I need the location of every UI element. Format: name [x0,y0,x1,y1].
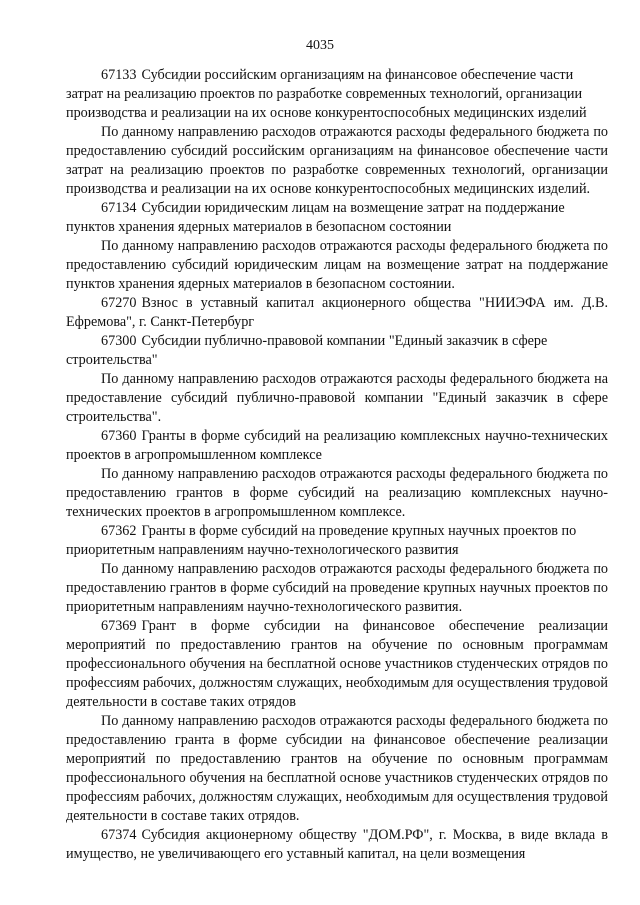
section-title-text: Субсидии публично-правовой компании "Единый заказчик в сфере строительства" [66,333,548,368]
section-description: По данному направлению расходов отражаются расходы федерального бюджета по предоставлению субсидий юридическим лицам на возмещение затрат на поддержание пунктов хранения ядерных материалов в безопасном состоянии. [66,238,608,292]
page-number: 4035 [306,38,334,53]
section-code: 67374 [101,827,137,843]
section-title [66,199,608,237]
section-description: По данному направлению расходов отражаются расходы федерального бюджета по предоставлению гранта в форме субсидии на финансовое обеспечение реализации мероприятий по предоставлению грантов на обучение по основным программам профессионального обучения на бесплатной основе участников студенческих отрядов по профессиям рабочих, должностям служащих, необходимым для осуществления трудовой деятельности в составе таких отрядов. [66,713,608,824]
section-title [66,522,608,560]
section-code: 67300 [101,333,137,349]
section-code: 67360 [101,428,137,444]
section-description: По данному направлению расходов отражаются расходы федерального бюджета на предоставление субсидий публично-правовой компании "Единый заказчик в сфере строительства". [66,371,608,425]
section-title [66,332,608,370]
section-title [66,826,608,864]
section-title-text: Гранты в форме субсидий на реализацию комплексных научно-технических проектов в агропромышленном комплексе [66,428,608,463]
section-code: 67270 [101,295,137,311]
section-title-text: Гранты в форме субсидий на проведение крупных научных проектов по приоритетным направлениям научно-технологического развития [66,523,577,558]
section-title-text: Взнос в уставный капитал акционерного общества "НИИЭФА им. Д.В. Ефремова", г. Санкт-Петербург [66,295,608,330]
section-title [66,617,608,712]
section-code: 67133 [101,67,137,83]
section-title-text: Субсидии российским организациям на финансовое обеспечение части затрат на реализацию проектов по разработке современных технологий, организации производства и реализации на их основе конкурентоспособных медицинских изделий [66,67,587,121]
document-body [66,66,608,864]
section-title-text: Грант в форме субсидии на финансовое обеспечение реализации мероприятий по предоставлению грантов на обучение по основным программам профессионального обучения на бесплатной основе участников студенческих отрядов по профессиям рабочих, должностям служащих, необходимым для осуществления трудовой деятельности в составе таких отрядов [66,618,608,710]
section-description: По данному направлению расходов отражаются расходы федерального бюджета по предоставлению субсидий российским организациям на финансовое обеспечение части затрат на реализацию проектов по разработке современных технологий, организации производства и реализации на их основе конкурентоспособных медицинских изделий. [66,124,608,197]
section-code: 67134 [101,200,137,216]
section-title-text: Субсидии юридическим лицам на возмещение затрат на поддержание пунктов хранения ядерных материалов в безопасном состоянии [66,200,565,235]
section-title-text: Субсидия акционерному обществу "ДОМ.РФ", г. Москва, в виде вклада в имущество, не увеличивающего его уставный капитал, на цели возмещения [66,827,608,862]
section-title [66,427,608,465]
section-code: 67369 [101,618,137,634]
section-title [66,66,608,123]
section-description: По данному направлению расходов отражаются расходы федерального бюджета по предоставлению грантов в форме субсидий на проведение крупных научных проектов по приоритетным направлениям научно-технологического развития. [66,561,608,615]
section-title [66,294,608,332]
section-code: 67362 [101,523,137,539]
section-description: По данному направлению расходов отражаются расходы федерального бюджета по предоставлению грантов в форме субсидий на реализацию комплексных научно-технических проектов в агропромышленном комплексе. [66,466,608,520]
